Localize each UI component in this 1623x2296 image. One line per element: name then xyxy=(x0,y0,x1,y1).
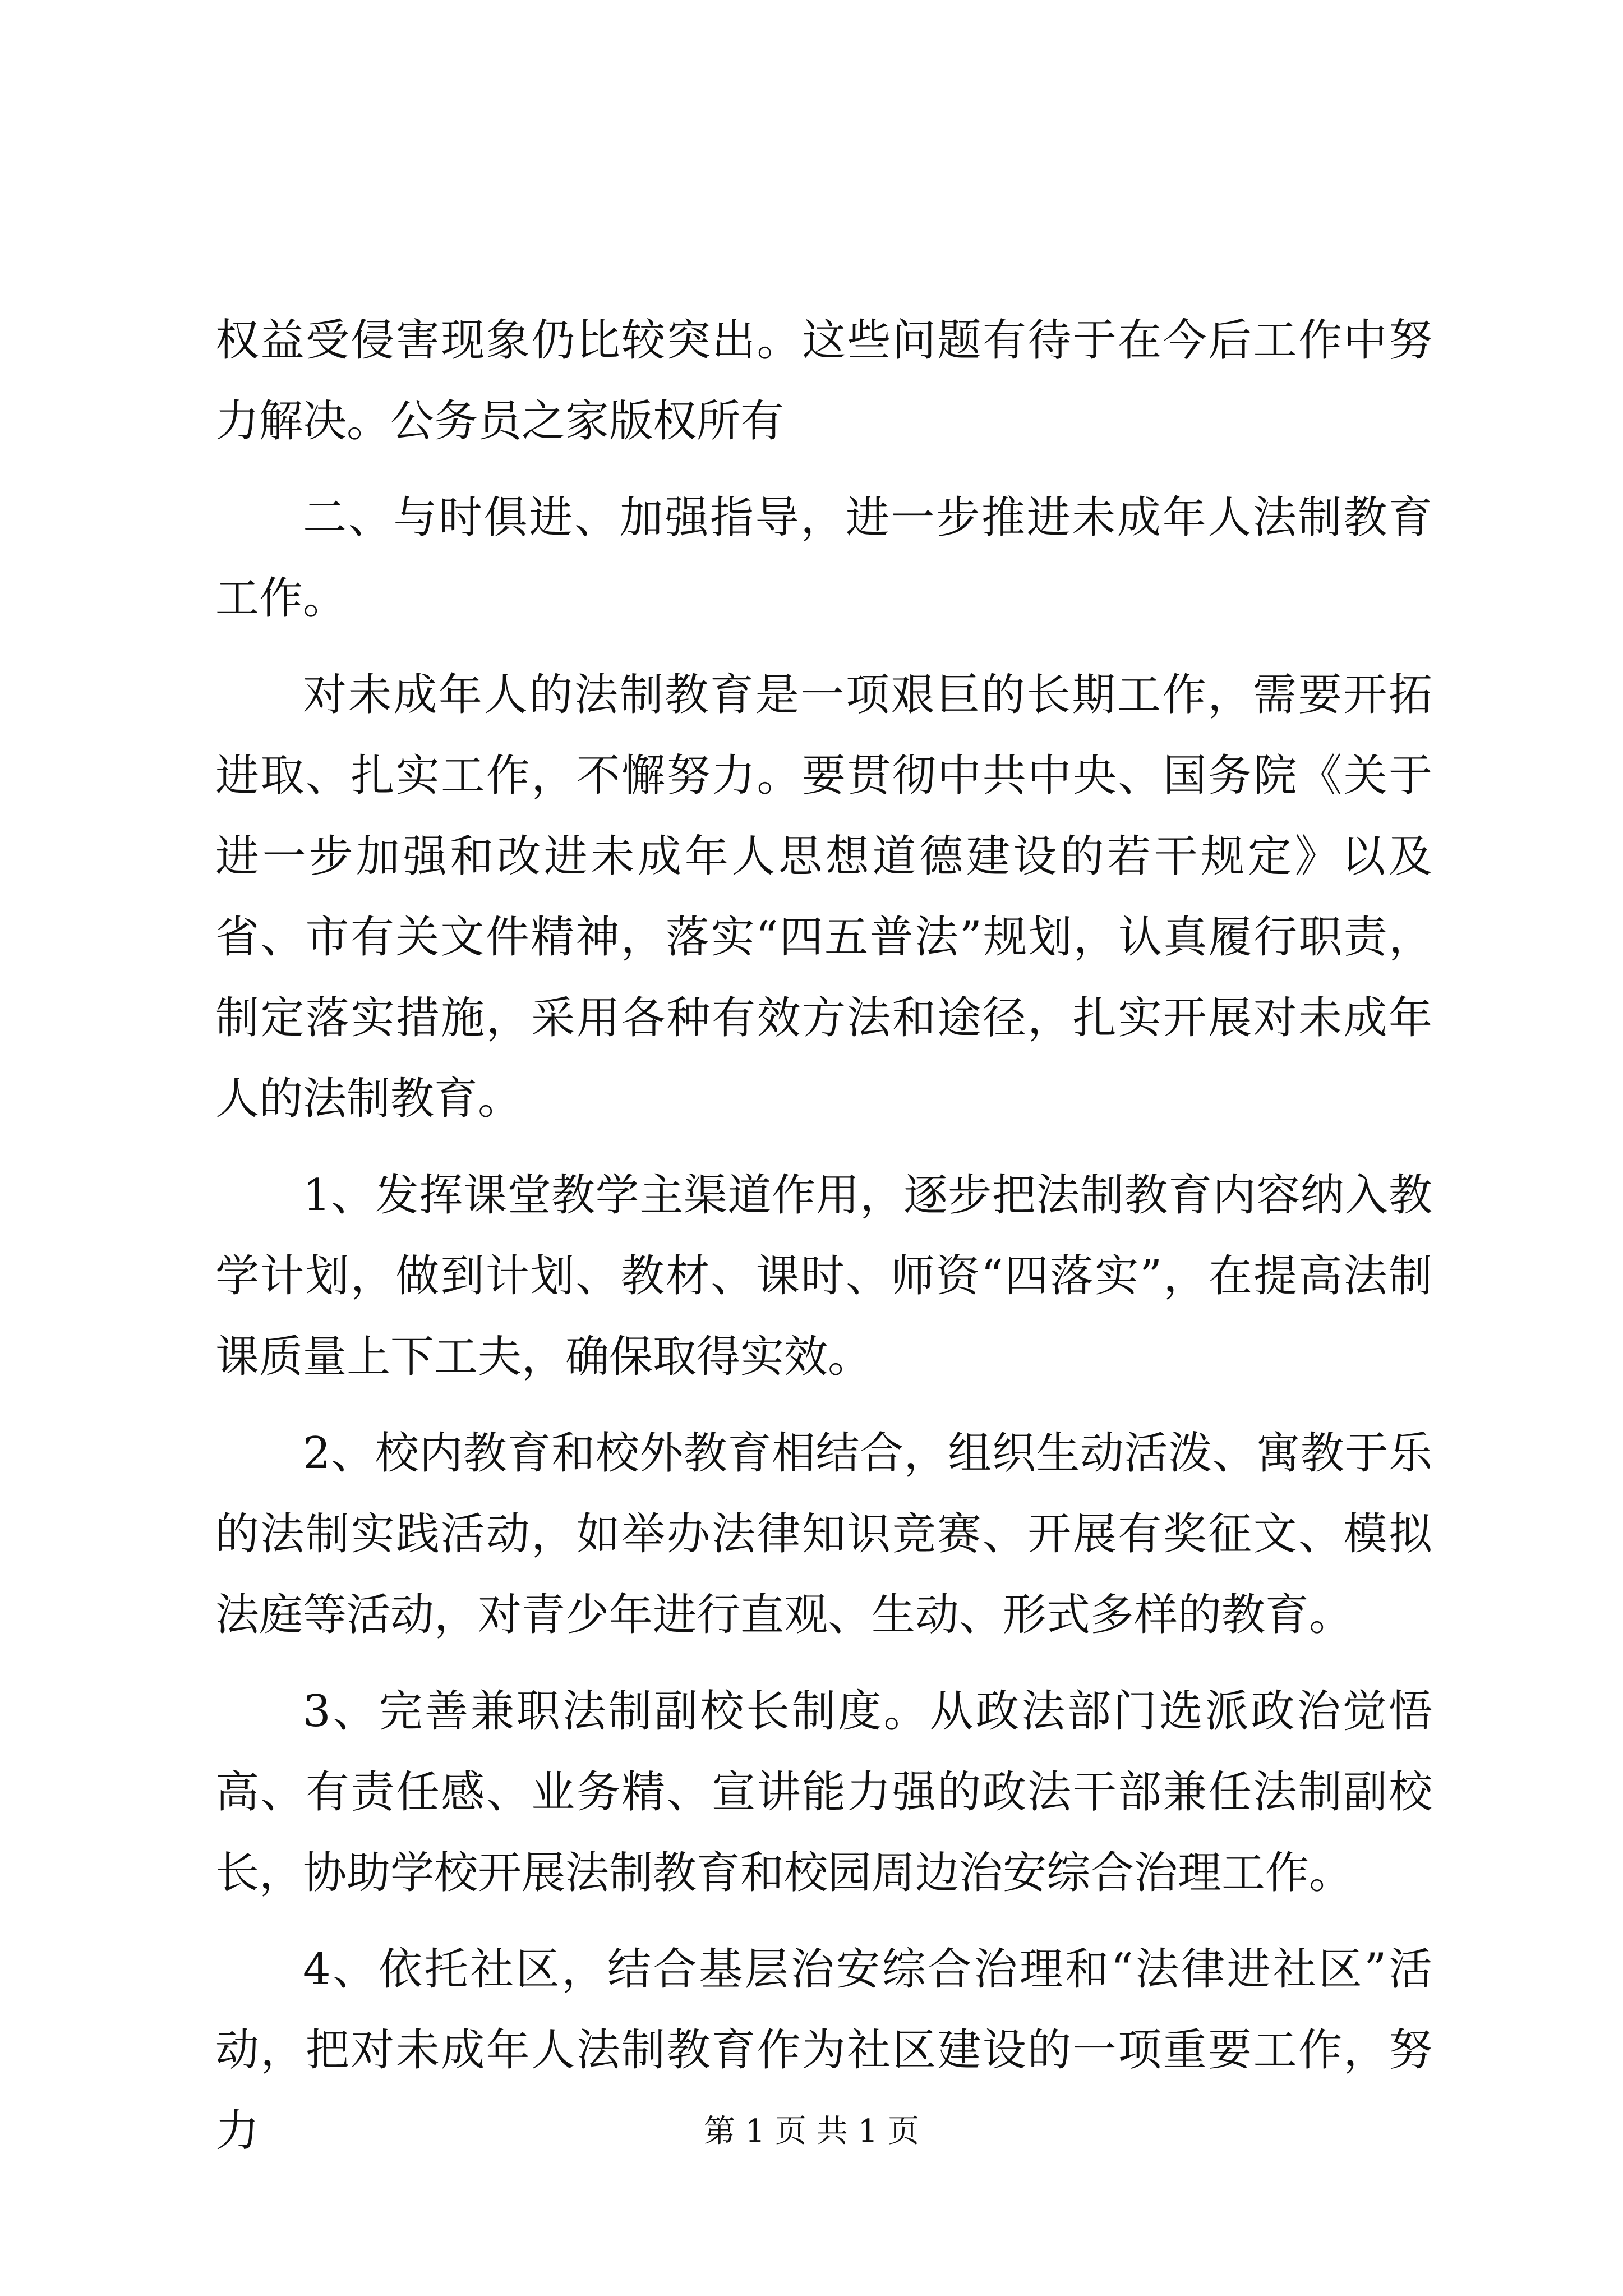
list-item: 3、完善兼职法制副校长制度。从政法部门选派政治觉悟高、有责任感、业务精、宣讲能力强的政法干部兼任法制副校长，协助学校开展法制教育和校园周边治安综合治理工作。 xyxy=(215,1686,1432,1898)
paragraph-continuation: 权益受侵害现象仍比较突出。这些问题有待于在今后工作中努力解决。公务员之家版权所有 xyxy=(215,315,1432,447)
page-footer: 第 1 页 共 1 页 xyxy=(703,2113,920,2150)
document-body xyxy=(215,300,1432,2171)
list-item: 4、依托社区，结合基层治安综合治理和“法律进社区”活动，把对未成年人法制教育作为社区建设的一项重要工作，努力 xyxy=(215,1944,1432,2156)
list-item: 1、发挥课堂教学主渠道作用，逐步把法制教育内容纳入教学计划，做到计划、教材、课时、师资“四落实”，在提高法制课质量上下工夫，确保取得实效。 xyxy=(215,1170,1432,1382)
section-heading: 二、与时俱进、加强指导，进一步推进未成年人法制教育工作。 xyxy=(215,493,1432,624)
paragraph: 对未成年人的法制教育是一项艰巨的长期工作，需要开拓进取、扎实工作，不懈努力。要贯彻中共中央、国务院《关于进一步加强和改进未成年人思想道德建设的若干规定》以及省、市有关文件精神，落实“四五普法”规划，认真履行职责，制定落实措施，采用各种有效方法和途径，扎实开展对未成年人的法制教育。 xyxy=(215,670,1432,1124)
list-item: 2、校内教育和校外教育相结合，组织生动活泼、寓教于乐的法制实践活动，如举办法律知识竞赛、开展有奖征文、模拟法庭等活动，对青少年进行直观、生动、形式多样的教育。 xyxy=(215,1428,1432,1640)
